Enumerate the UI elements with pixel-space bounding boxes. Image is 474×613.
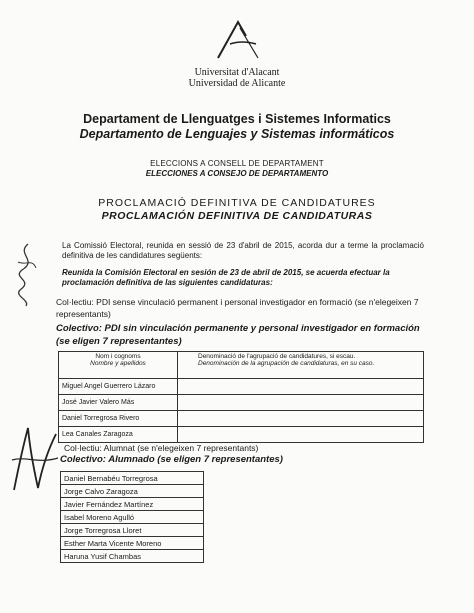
candidate-name: Isabel Moreno Agulló bbox=[61, 511, 204, 524]
table-row bbox=[61, 498, 204, 511]
table-row bbox=[61, 524, 204, 537]
candidate-name: Daniel Torregrosa Rivero bbox=[59, 411, 178, 427]
department-title-ca: Departament de Llenguatges i Sistemes Informatics bbox=[83, 112, 391, 126]
table-row bbox=[61, 485, 204, 498]
candidate-name: Javier Fernández Martínez bbox=[61, 498, 204, 511]
department-title-es: Departamento de Lenguajes y Sistemas informáticos bbox=[79, 127, 395, 141]
table-header-row bbox=[59, 352, 424, 379]
students-candidates-table bbox=[60, 471, 204, 563]
university-logo bbox=[212, 18, 264, 60]
pdi-collective-label-ca: Col·lectiu: PDI sense vinculació permanent i personal investigador en formació (se n'elegeixen 7 representants) bbox=[56, 297, 419, 319]
name-column-header-es: Nombre y apellidos bbox=[90, 360, 146, 367]
name-column-header bbox=[59, 352, 178, 379]
table-row bbox=[59, 395, 424, 411]
table-row bbox=[61, 550, 204, 563]
group-column-header bbox=[178, 352, 424, 379]
name-column-header-ca: Nom i cognoms bbox=[95, 353, 141, 360]
candidate-name: Haruna Yusif Chambas bbox=[61, 550, 204, 563]
pdi-collective-label-es: Colectivo: PDI sin vinculación permanente y personal investigador en formación (se eligen 7 representantes) bbox=[56, 323, 420, 347]
candidate-name: Miguel Angel Guerrero Lázaro bbox=[59, 379, 178, 395]
proclamation-title-ca: PROCLAMACIÓ DEFINITIVA DE CANDIDATURES bbox=[98, 197, 376, 209]
students-collective-label-ca: Col·lectiu: Alumnat (se n'elegeixen 7 representants) bbox=[64, 443, 259, 453]
candidate-name: Esther Marta Vicente Moreno bbox=[61, 537, 204, 550]
candidate-name: Jorge Calvo Zaragoza bbox=[61, 485, 204, 498]
group-cell bbox=[178, 427, 424, 443]
group-cell bbox=[178, 395, 424, 411]
group-cell bbox=[178, 379, 424, 395]
table-row bbox=[61, 537, 204, 550]
candidate-name: José Javier Valero Más bbox=[59, 395, 178, 411]
table-row bbox=[61, 511, 204, 524]
table-row bbox=[59, 379, 424, 395]
candidate-name: Lea Canales Zaragoza bbox=[59, 427, 178, 443]
table-row bbox=[61, 472, 204, 485]
candidate-name: Jorge Torregrosa Lloret bbox=[61, 524, 204, 537]
proclamation-title-es: PROCLAMACIÓN DEFINITIVA DE CANDIDATURAS bbox=[101, 210, 373, 222]
table-row bbox=[59, 411, 424, 427]
candidate-name: Daniel Bernabéu Torregrosa bbox=[61, 472, 204, 485]
students-collective-label-es: Colectivo: Alumnado (se eligen 7 representantes) bbox=[60, 454, 283, 465]
intro-paragraph-ca: La Comissió Electoral, reunida en sessió de 23 d'abril de 2015, acorda dur a terme la proclamació definitiva de les candidatures següents: bbox=[62, 241, 424, 260]
handwritten-signature bbox=[8, 240, 44, 310]
election-title-es: ELECCIONES A CONSEJO DE DEPARTAMENTO bbox=[145, 169, 329, 178]
group-cell bbox=[178, 411, 424, 427]
university-name-ca: Universitat d'Alacant bbox=[194, 67, 280, 78]
group-column-header-ca: Denominació de l'agrupació de candidatures, si escau. bbox=[198, 353, 356, 360]
university-name-es: Universidad de Alicante bbox=[188, 78, 286, 89]
intro-paragraph-es: Reunida la Comisión Electoral en sesión de 23 de abril de 2015, se acuerda efectuar la proclamación definitiva de las siguientes candidaturas: bbox=[62, 268, 390, 287]
table-row bbox=[59, 427, 424, 443]
group-column-header-es: Denominación de la agrupación de candidaturas, en su caso. bbox=[198, 360, 375, 367]
handwritten-signature bbox=[8, 420, 60, 496]
election-title-ca: ELECCIONS A CONSELL DE DEPARTAMENT bbox=[150, 159, 324, 168]
pdi-candidates-table bbox=[58, 351, 424, 443]
